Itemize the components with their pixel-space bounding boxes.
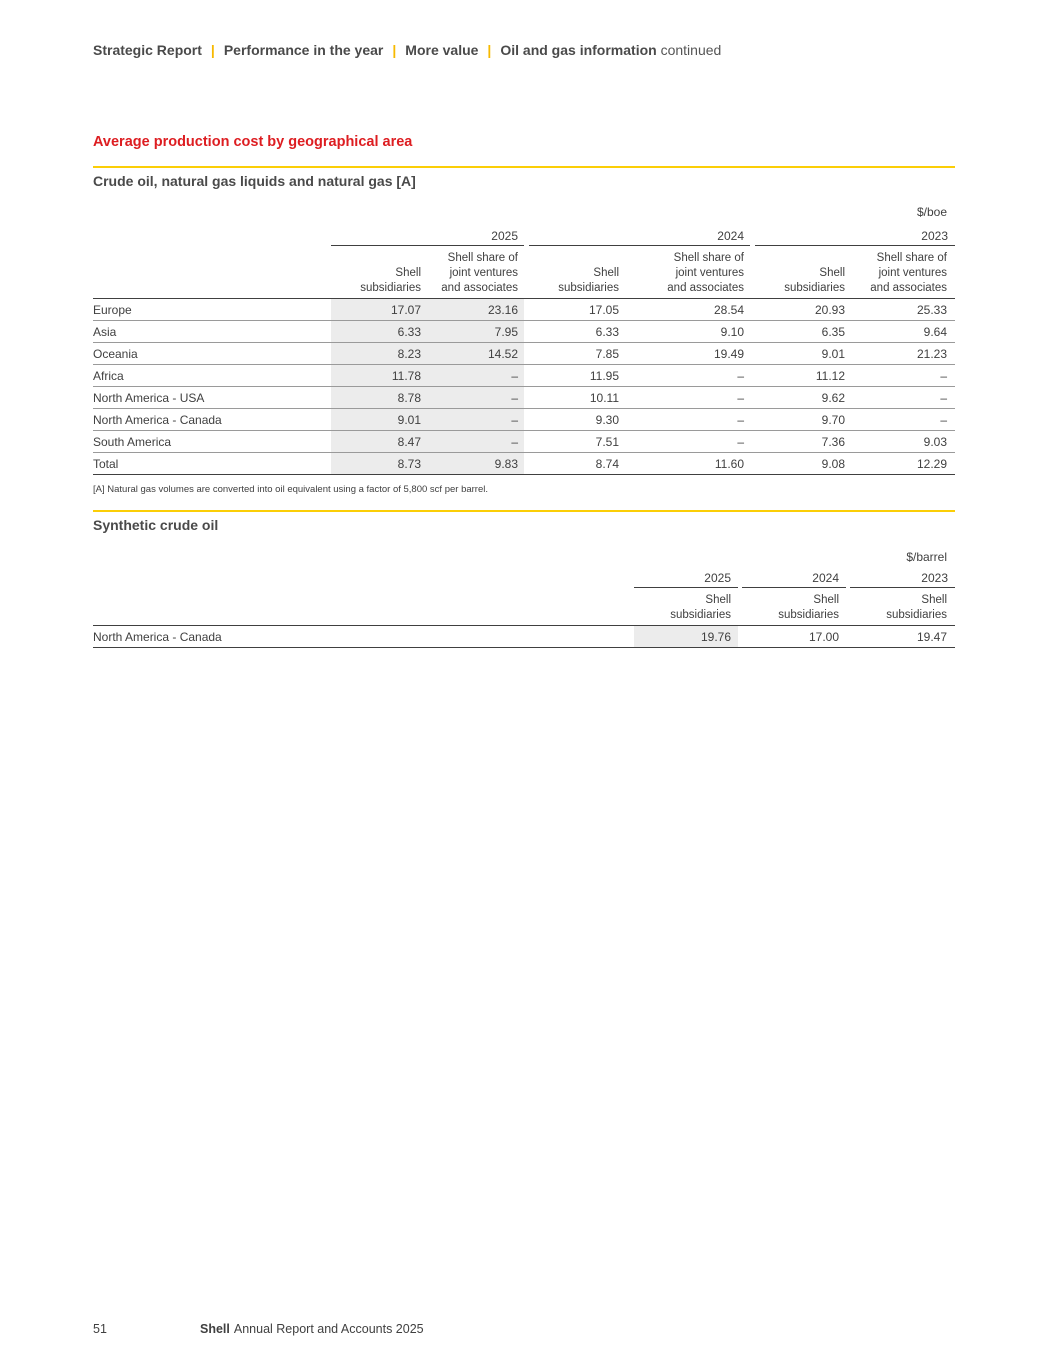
table-row — [93, 365, 955, 387]
page-number: 51 — [93, 1322, 107, 1336]
table-cell: 6.33 — [397, 325, 421, 339]
table-cell: 19.76 — [700, 630, 731, 644]
row-label: Asia — [93, 325, 117, 339]
table-cell: 8.78 — [397, 391, 421, 405]
table-cell: 8.74 — [595, 457, 619, 471]
footer-brand: Shell — [200, 1322, 230, 1336]
table-cell: 9.10 — [720, 325, 744, 339]
table-cell: 9.01 — [397, 413, 421, 427]
table-cell: – — [511, 391, 518, 405]
table-cell: – — [511, 413, 518, 427]
table2-top-rule — [93, 510, 955, 512]
table-cell: 14.52 — [487, 347, 518, 361]
table-cell: 9.08 — [821, 457, 845, 471]
table-cell: 11.95 — [589, 369, 619, 383]
table1-col-jv-2024: Shell share of joint ventures and associates — [667, 252, 744, 294]
table-cell: 17.05 — [588, 303, 619, 317]
table-row — [93, 626, 955, 648]
table1-year-2024: 2024 — [529, 229, 750, 246]
breadcrumb-continued: continued — [660, 42, 722, 58]
table-cell: 9.70 — [821, 413, 845, 427]
table1-col-jv-2025: Shell share of joint ventures and associates — [441, 252, 518, 294]
table1-footnote: [A] Natural gas volumes are converted into oil equivalent using a factor of 5,800 scf per barrel. — [93, 484, 488, 495]
table-row — [93, 409, 955, 431]
table-cell: – — [511, 435, 518, 449]
table-cell: 11.12 — [815, 369, 845, 383]
breadcrumb-separator: | — [210, 42, 215, 58]
table-cell: 7.36 — [821, 435, 845, 449]
table-cell: 11.60 — [714, 457, 744, 471]
table-cell: – — [511, 369, 518, 383]
table-cell: 9.30 — [595, 413, 619, 427]
table-cell: 8.73 — [397, 457, 421, 471]
table1-col-jv-2023: Shell share of joint ventures and associates — [870, 252, 947, 294]
table-cell: 6.33 — [595, 325, 619, 339]
table-cell: 11.78 — [391, 369, 421, 383]
table-cell: 21.23 — [916, 347, 947, 361]
table1-col-shell-2023: Shell subsidiaries — [784, 267, 845, 294]
row-label: North America - Canada — [93, 630, 222, 644]
table-row — [93, 321, 955, 343]
breadcrumb-separator: | — [392, 42, 397, 58]
table-cell: 23.16 — [487, 303, 518, 317]
table-cell: 10.11 — [589, 391, 619, 405]
table-cell: 8.47 — [397, 435, 421, 449]
row-label: Total — [93, 457, 119, 471]
table-cell: – — [737, 369, 744, 383]
table-cell: 7.51 — [595, 435, 619, 449]
table2-title: Synthetic crude oil — [93, 517, 219, 533]
table-cell: 6.35 — [821, 325, 845, 339]
table-row — [93, 453, 955, 475]
table-cell: 7.95 — [494, 325, 518, 339]
row-label: North America - USA — [93, 391, 205, 405]
table-cell: 28.54 — [713, 303, 744, 317]
table-cell: 9.01 — [821, 347, 845, 361]
row-label: Oceania — [93, 347, 138, 361]
table-cell: 19.49 — [713, 347, 744, 361]
row-label: Africa — [93, 369, 124, 383]
table-cell: – — [737, 391, 744, 405]
table1-year-2025: 2025 — [331, 229, 524, 246]
table-row — [93, 343, 955, 365]
footer-report-title: Annual Report and Accounts 2025 — [233, 1322, 424, 1336]
table-cell: 17.00 — [808, 630, 839, 644]
table-cell: – — [737, 435, 744, 449]
breadcrumb-separator: | — [487, 42, 492, 58]
table-cell: 25.33 — [916, 303, 947, 317]
section-title: Average production cost by geographical area — [93, 134, 413, 150]
table-row — [93, 431, 955, 453]
footer-report — [200, 1322, 424, 1336]
breadcrumb — [93, 42, 721, 58]
table-cell: – — [940, 369, 947, 383]
table-cell: 7.85 — [595, 347, 619, 361]
table-cell: 20.93 — [814, 303, 845, 317]
table2-year-2024: 2024 — [742, 571, 846, 588]
table-cell: 19.47 — [916, 630, 947, 644]
table1-unit: $/boe — [916, 205, 947, 219]
table1-title: Crude oil, natural gas liquids and natural gas [A] — [93, 173, 416, 189]
row-label: North America - Canada — [93, 413, 222, 427]
table1-year-2023: 2023 — [755, 229, 955, 246]
table2-unit: $/barrel — [906, 550, 947, 564]
table2-col-shell-2024: Shell subsidiaries — [778, 594, 839, 621]
table2-year-2023: 2023 — [850, 571, 955, 588]
table1-top-rule — [93, 166, 955, 168]
table-cell: 9.64 — [923, 325, 947, 339]
table-cell: 17.07 — [390, 303, 421, 317]
table-cell: 9.03 — [923, 435, 947, 449]
table-cell: – — [940, 413, 947, 427]
table2-year-2025: 2025 — [634, 571, 738, 588]
breadcrumb-more-value[interactable]: More value — [405, 42, 479, 58]
table-cell: – — [940, 391, 947, 405]
table1-col-shell-2025: Shell subsidiaries — [360, 267, 421, 294]
table-cell: 9.62 — [821, 391, 845, 405]
breadcrumb-strategic-report[interactable]: Strategic Report — [93, 42, 202, 58]
table-row — [93, 299, 955, 321]
table-cell: 8.23 — [397, 347, 421, 361]
table-cell: 9.83 — [494, 457, 518, 471]
breadcrumb-oil-gas[interactable]: Oil and gas information — [500, 42, 657, 58]
table-cell: 12.29 — [916, 457, 947, 471]
table1-col-shell-2024: Shell subsidiaries — [558, 267, 619, 294]
breadcrumb-performance[interactable]: Performance in the year — [223, 42, 384, 58]
table2-col-shell-2025: Shell subsidiaries — [670, 594, 731, 621]
table2-col-shell-2023: Shell subsidiaries — [886, 594, 947, 621]
row-label: South America — [93, 435, 172, 449]
table-cell: – — [737, 413, 744, 427]
table-row — [93, 387, 955, 409]
row-label: Europe — [93, 303, 132, 317]
